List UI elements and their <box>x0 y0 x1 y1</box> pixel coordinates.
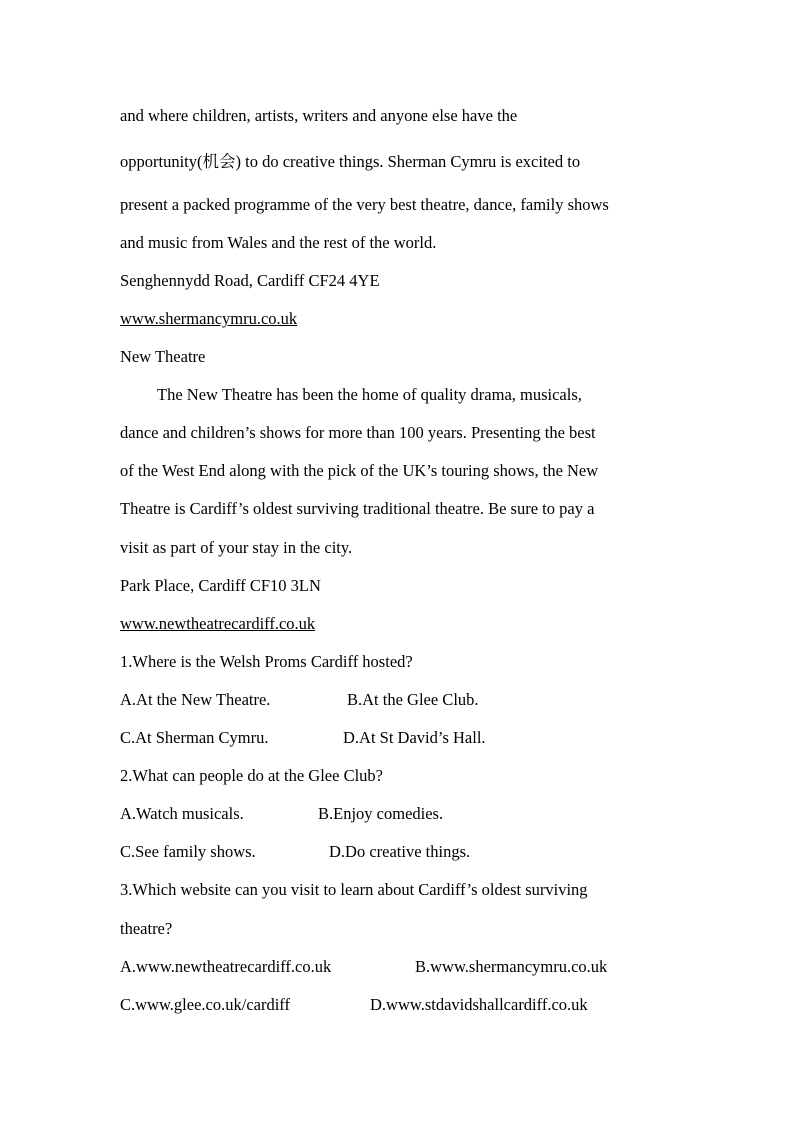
passage-line: The New Theatre has been the home of quality drama, musicals, <box>157 385 582 404</box>
q2-option-c: C.See family shows. <box>120 842 256 861</box>
new-theatre-website-link[interactable]: www.newtheatrecardiff.co.uk <box>120 614 316 633</box>
q1-option-a: A.At the New Theatre. <box>120 690 271 709</box>
question-1: 1.Where is the Welsh Proms Cardiff hosted? <box>120 652 413 671</box>
q3-option-b: B.www.shermancymru.co.uk <box>415 957 608 976</box>
question-2: 2.What can people do at the Glee Club? <box>120 766 383 785</box>
passage-line: dance and children’s shows for more than 100 years. Presenting the best <box>120 423 596 442</box>
question-3-cont: theatre? <box>120 919 173 938</box>
new-theatre-heading: New Theatre <box>120 347 206 366</box>
q2-option-b: B.Enjoy comedies. <box>318 804 444 823</box>
q2-option-d: D.Do creative things. <box>329 842 471 861</box>
passage-line: opportunity(机会) to do creative things. Sherman Cymru is excited to <box>120 152 581 171</box>
passage-line: present a packed programme of the very best theatre, dance, family shows <box>120 195 609 214</box>
sherman-address: Senghennydd Road, Cardiff CF24 4YE <box>120 271 380 290</box>
passage-line: visit as part of your stay in the city. <box>120 538 353 557</box>
q1-option-b: B.At the Glee Club. <box>347 690 479 709</box>
q3-option-d: D.www.stdavidshallcardiff.co.uk <box>370 995 588 1014</box>
q3-option-c: C.www.glee.co.uk/cardiff <box>120 995 290 1014</box>
passage-line: and where children, artists, writers and anyone else have the <box>120 106 518 125</box>
q2-option-a: A.Watch musicals. <box>120 804 244 823</box>
passage-line: and music from Wales and the rest of the world. <box>120 233 437 252</box>
question-3: 3.Which website can you visit to learn about Cardiff’s oldest surviving <box>120 880 588 899</box>
q1-option-d: D.At St David’s Hall. <box>343 728 486 747</box>
new-theatre-address: Park Place, Cardiff CF10 3LN <box>120 576 321 595</box>
passage-line: of the West End along with the pick of the UK’s touring shows, the New <box>120 461 599 480</box>
q3-option-a: A.www.newtheatrecardiff.co.uk <box>120 957 332 976</box>
passage-line: Theatre is Cardiff’s oldest surviving traditional theatre. Be sure to pay a <box>120 499 595 518</box>
q1-option-c: C.At Sherman Cymru. <box>120 728 269 747</box>
sherman-website-link[interactable]: www.shermancymru.co.uk <box>120 309 298 328</box>
